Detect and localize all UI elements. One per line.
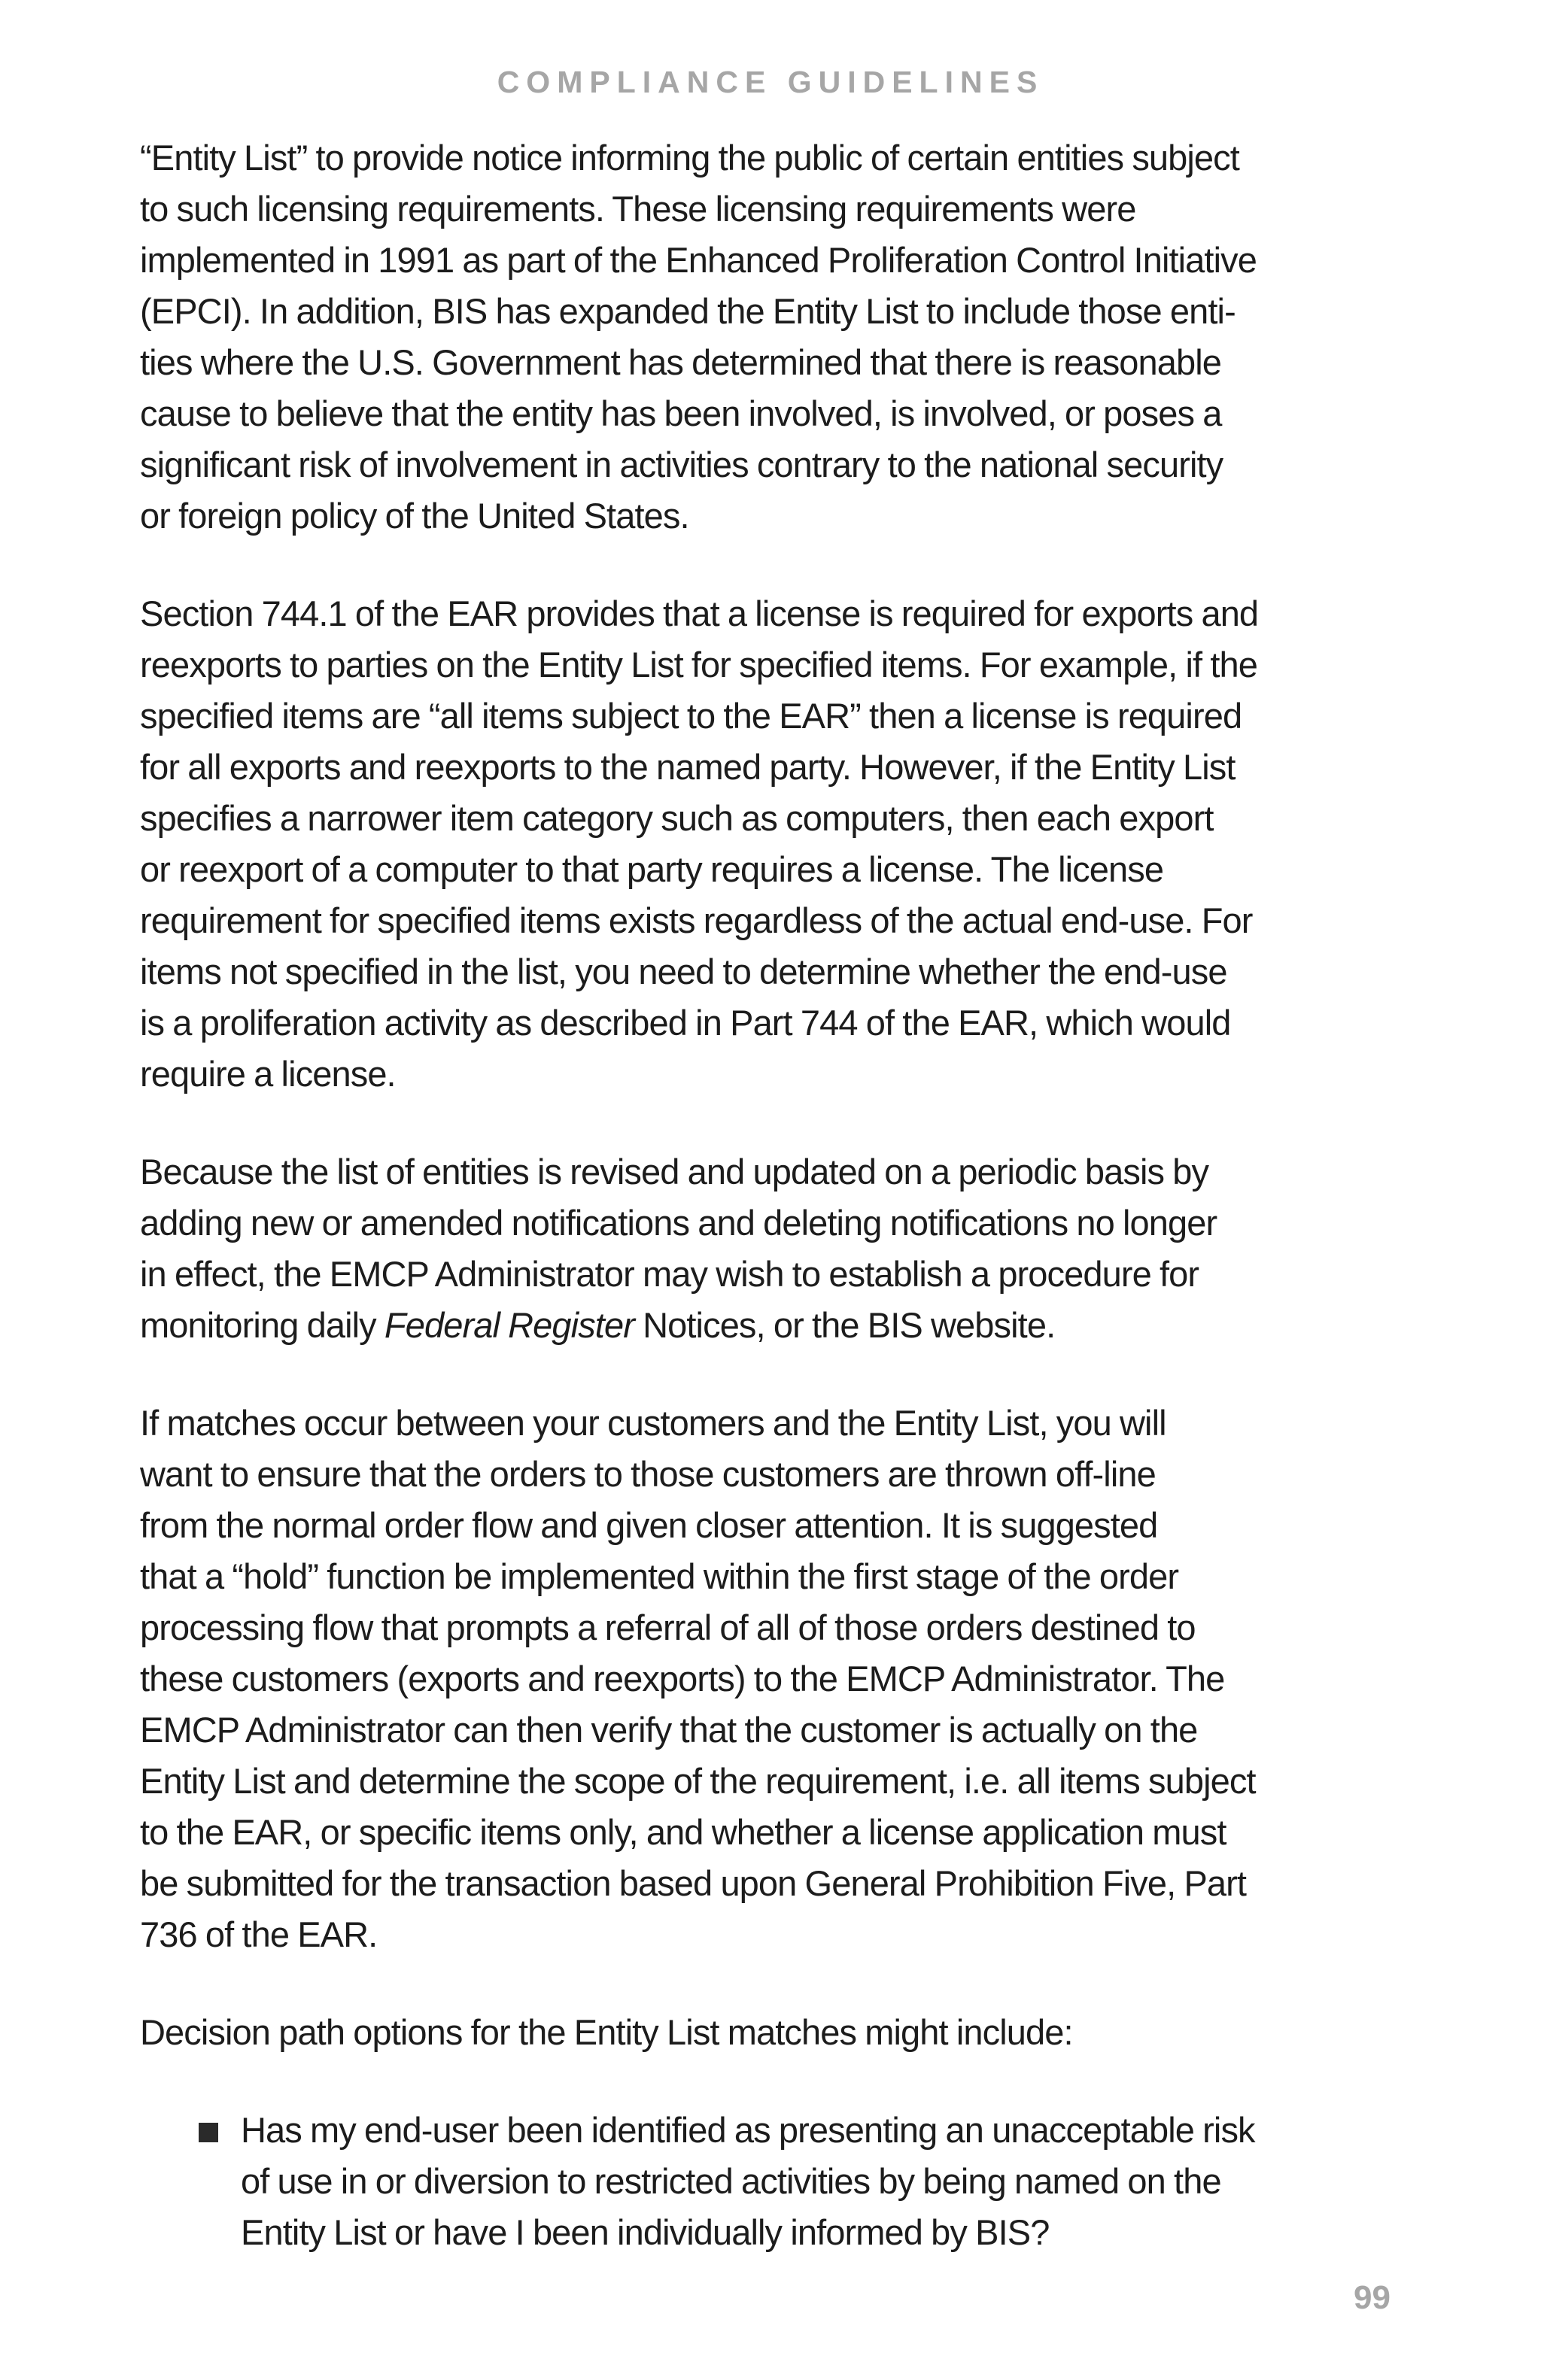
text-line: significant risk of involvement in activities contrary to the national security bbox=[140, 445, 1223, 484]
text-line: for all exports and reexports to the named party. However, if the Entity List bbox=[140, 747, 1236, 787]
text-line: require a license. bbox=[140, 1054, 396, 1094]
text-line: to the EAR, or specific items only, and whether a license application must bbox=[140, 1812, 1226, 1852]
text-line: is a proliferation activity as described in Part 744 of the EAR, which would bbox=[140, 1003, 1231, 1043]
page-number: 99 bbox=[1354, 2279, 1391, 2316]
text-line: be submitted for the transaction based upon General Prohibition Five, Part bbox=[140, 1863, 1247, 1903]
text-line: Section 744.1 of the EAR provides that a license is required for exports and bbox=[140, 593, 1259, 633]
text-line: Entity List or have I been individually informed by BIS? bbox=[241, 2212, 1050, 2252]
text-line: implemented in 1991 as part of the Enhanced Proliferation Control Initiative bbox=[140, 240, 1257, 280]
paragraph-list-revisions bbox=[140, 1146, 1404, 1351]
text-line: adding new or amended notifications and deleting notifications no longer bbox=[140, 1203, 1217, 1243]
list-item bbox=[140, 2105, 1404, 2258]
text-line: want to ensure that the orders to those customers are thrown off-line bbox=[140, 1454, 1156, 1494]
text-line: If matches occur between your customers and the Entity List, you will bbox=[140, 1403, 1166, 1443]
text-line-federal-register bbox=[140, 1300, 1404, 1351]
square-bullet-icon bbox=[199, 2123, 218, 2142]
running-header: COMPLIANCE GUIDELINES bbox=[497, 65, 1044, 99]
text-line: EMCP Administrator can then verify that the customer is actually on the bbox=[140, 1710, 1198, 1750]
publication-title: Federal Register bbox=[384, 1305, 634, 1345]
paragraph-section-744 bbox=[140, 588, 1404, 1100]
bullet-list bbox=[140, 2105, 1404, 2258]
text-line: 736 of the EAR. bbox=[140, 1914, 378, 1954]
paragraph-entity-list-intro bbox=[140, 132, 1404, 542]
text-line: specifies a narrower item category such as computers, then each export bbox=[140, 798, 1214, 838]
text-line: (EPCI). In addition, BIS has expanded the Entity List to include those enti- bbox=[140, 291, 1236, 331]
text-line: ties where the U.S. Government has determined that there is reasonable bbox=[140, 342, 1222, 382]
text-line: these customers (exports and reexports) to the EMCP Administrator. The bbox=[140, 1659, 1225, 1698]
text-line: requirement for specified items exists regardless of the actual end-use. For bbox=[140, 900, 1253, 940]
text-line: in effect, the EMCP Administrator may wish to establish a procedure for bbox=[140, 1254, 1199, 1294]
text-line: Entity List and determine the scope of the requirement, i.e. all items subject bbox=[140, 1761, 1256, 1801]
text-line: Because the list of entities is revised and updated on a periodic basis by bbox=[140, 1152, 1209, 1192]
text-line: or foreign policy of the United States. bbox=[140, 496, 689, 536]
text-line: processing flow that prompts a referral of all of those orders destined to bbox=[140, 1607, 1196, 1647]
text-line: to such licensing requirements. These licensing requirements were bbox=[140, 189, 1136, 229]
paragraph-matches bbox=[140, 1398, 1404, 1960]
text-line: “Entity List” to provide notice informing the public of certain entities subject bbox=[140, 138, 1239, 178]
text-line: Decision path options for the Entity List matches might include: bbox=[140, 2012, 1073, 2052]
text-line: or reexport of a computer to that party requires a license. The license bbox=[140, 849, 1164, 889]
text-line: from the normal order flow and given closer attention. It is suggested bbox=[140, 1505, 1158, 1545]
paragraph-decision-path bbox=[140, 2007, 1404, 2058]
text-line: reexports to parties on the Entity List for specified items. For example, if the bbox=[140, 645, 1257, 685]
text-line: Has my end-user been identified as presenting an unacceptable risk bbox=[241, 2110, 1255, 2150]
text-line: cause to believe that the entity has been involved, is involved, or poses a bbox=[140, 393, 1222, 433]
body-text bbox=[140, 132, 1404, 2258]
text-line: specified items are “all items subject to the EAR” then a license is required bbox=[140, 696, 1242, 736]
text-line: that a “hold” function be implemented within the first stage of the order bbox=[140, 1556, 1179, 1596]
text-segment: monitoring daily bbox=[140, 1305, 384, 1345]
text-line: of use in or diversion to restricted activities by being named on the bbox=[241, 2161, 1221, 2201]
text-line: items not specified in the list, you need to determine whether the end-use bbox=[140, 952, 1227, 991]
text-segment: Notices, or the BIS website. bbox=[634, 1305, 1056, 1345]
